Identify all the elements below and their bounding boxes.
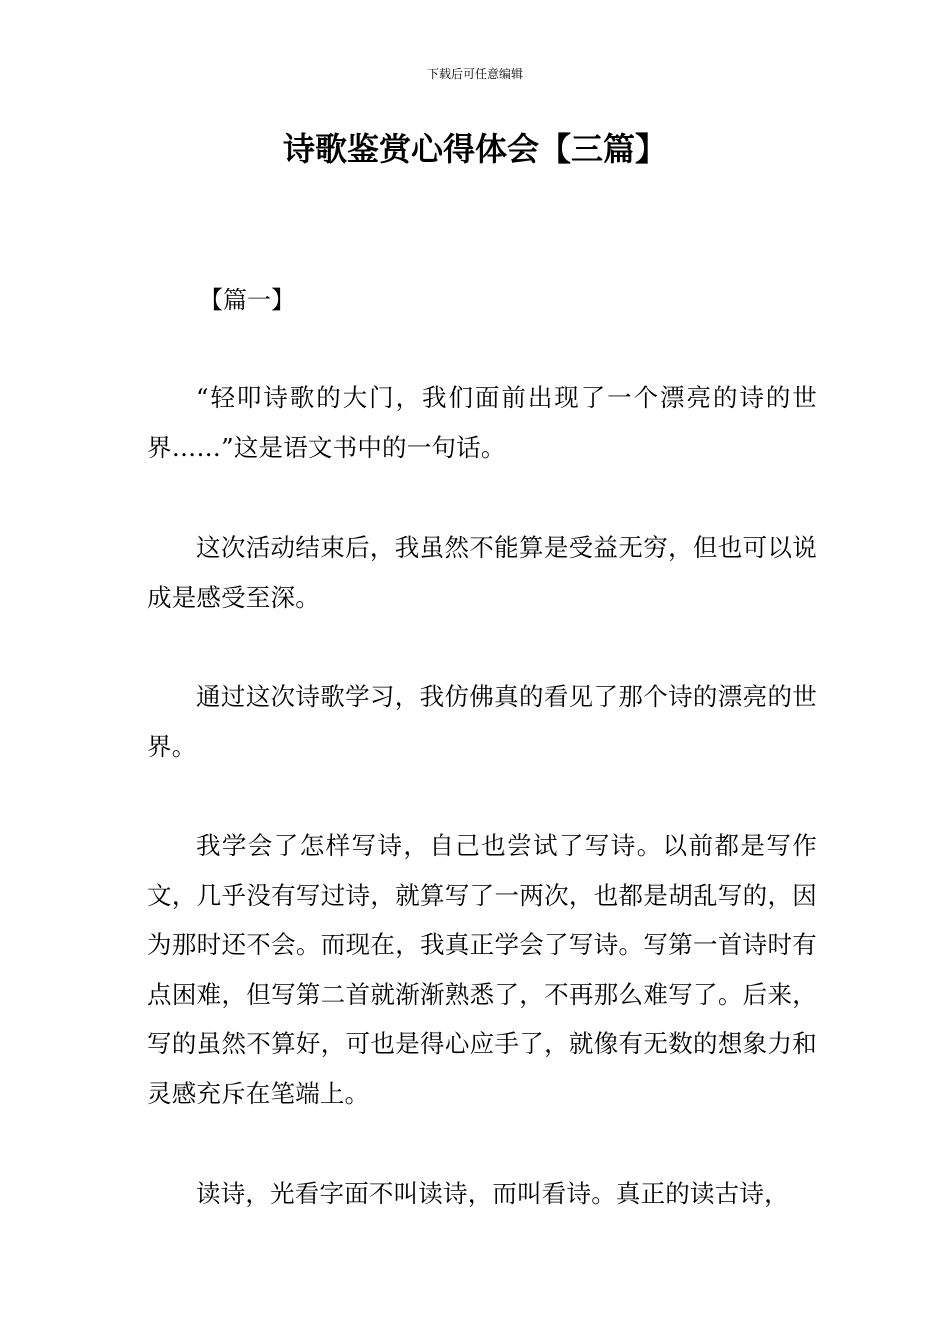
header-note: 下载后可任意编辑 [426, 67, 523, 81]
paragraph: 通过这次诗歌学习，我仿佛真的看见了那个诗的漂亮的世界。 [147, 682, 817, 761]
document-title: 诗歌鉴赏心得体会【三篇】 [282, 130, 667, 168]
paragraph: 我学会了怎样写诗，自己也尝试了写诗。以前都是写作文，几乎没有写过诗，就算写了一两次，也都是胡乱写的，因为那时还不会。而现在，我真正学会了写诗。写第一首诗时有点困难，但写第二首就渐渐熟悉了，不再那么难写了。后来，写的虽然不算好，可也是得心应手了，就像有无数的想象力和灵感充斥在笔端上。 [147, 831, 817, 1108]
paragraph: 这次活动结束后，我虽然不能算是受益无穷，但也可以说成是感受至深。 [147, 533, 817, 612]
paragraph: 读诗，光看字面不叫读诗，而叫看诗。真正的读古诗， [196, 1179, 789, 1208]
section-label: 【篇一】 [199, 286, 295, 314]
paragraph: “轻叩诗歌的大门，我们面前出现了一个漂亮的诗的世界……”这是语文书中的一句话。 [147, 383, 817, 462]
